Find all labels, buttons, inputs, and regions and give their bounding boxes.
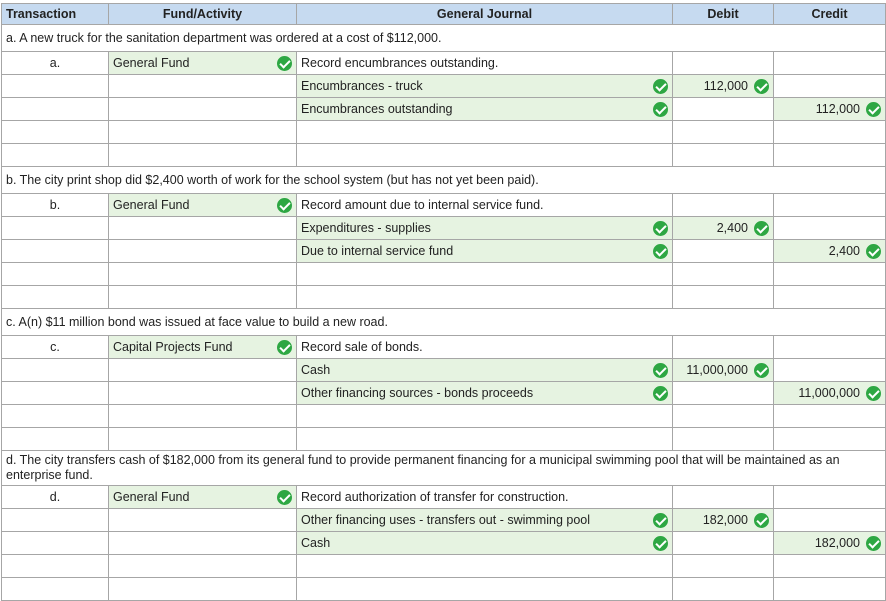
debit-amount-value: 112,000	[703, 79, 748, 93]
transaction-label: c.	[2, 336, 109, 359]
fund-cell[interactable]	[109, 336, 297, 359]
transaction-d	[2, 451, 886, 601]
transaction-description: a. A new truck for the sanitation department was ordered at a cost of $112,000.	[2, 25, 886, 52]
fund-value: General Fund	[113, 56, 190, 70]
check-icon	[277, 198, 292, 213]
blank-entry-cell[interactable]	[297, 428, 673, 451]
debit-amount-value: 2,400	[716, 221, 748, 235]
blank-entry-cell[interactable]	[297, 555, 673, 578]
debit-account-value: Expenditures - supplies	[301, 221, 431, 235]
credit-account-value: Encumbrances outstanding	[301, 102, 453, 116]
credit-amount-value: 182,000	[814, 536, 860, 550]
debit-account-cell[interactable]	[297, 509, 673, 532]
transaction-label: b.	[2, 194, 109, 217]
fund-value: Capital Projects Fund	[113, 340, 233, 354]
journal-table	[1, 3, 886, 601]
transaction-c	[2, 309, 886, 451]
credit-account-cell[interactable]	[297, 382, 673, 405]
check-icon	[866, 536, 881, 551]
debit-account-cell[interactable]	[297, 75, 673, 98]
debit-amount-cell[interactable]	[673, 75, 774, 98]
debit-amount-cell[interactable]	[673, 509, 774, 532]
header-journal: General Journal	[297, 4, 673, 25]
credit-account-value: Due to internal service fund	[301, 244, 454, 258]
credit-amount-value: 112,000	[815, 102, 860, 116]
memo-cell: Record sale of bonds.	[297, 336, 673, 359]
debit-amount-value: 182,000	[702, 513, 748, 527]
check-icon	[653, 79, 668, 94]
credit-amount-cell[interactable]	[774, 532, 886, 555]
fund-value: General Fund	[113, 198, 190, 212]
credit-account-cell[interactable]	[297, 98, 673, 121]
check-icon	[277, 56, 292, 71]
header-credit: Credit	[774, 4, 886, 25]
fund-cell[interactable]	[109, 194, 297, 217]
fund-cell[interactable]	[109, 52, 297, 75]
blank-entry-cell[interactable]	[297, 121, 673, 144]
memo-cell: Record authorization of transfer for construction.	[297, 486, 673, 509]
debit-account-value: Cash	[301, 363, 331, 377]
credit-amount-cell[interactable]	[774, 382, 886, 405]
check-icon	[866, 386, 881, 401]
check-icon	[653, 513, 668, 528]
header-fund: Fund/Activity	[109, 4, 297, 25]
check-icon	[866, 102, 881, 117]
header-row	[2, 4, 886, 25]
check-icon	[754, 79, 769, 94]
transaction-label: d.	[2, 486, 109, 509]
transaction-a	[2, 25, 886, 167]
fund-cell[interactable]	[109, 486, 297, 509]
header-transaction: Transaction	[2, 4, 109, 25]
credit-amount-value: 2,400	[828, 244, 860, 258]
transaction-label: a.	[2, 52, 109, 75]
credit-account-cell[interactable]	[297, 532, 673, 555]
check-icon	[653, 221, 668, 236]
credit-account-value: Cash	[301, 536, 331, 550]
debit-amount-value: 11,000,000	[686, 363, 748, 377]
memo-cell: Record encumbrances outstanding.	[297, 52, 673, 75]
check-icon	[754, 513, 769, 528]
credit-amount-value: 11,000,000	[798, 386, 860, 400]
credit-amount-cell[interactable]	[774, 98, 886, 121]
check-icon	[754, 221, 769, 236]
transaction-description: b. The city print shop did $2,400 worth of work for the school system (but has not yet been paid).	[2, 167, 886, 194]
blank-entry-cell[interactable]	[297, 578, 673, 601]
credit-account-cell[interactable]	[297, 240, 673, 263]
transaction-b	[2, 167, 886, 309]
blank-entry-cell[interactable]	[297, 263, 673, 286]
debit-account-value: Other financing uses - transfers out - swimming pool	[301, 513, 591, 527]
credit-account-value: Other financing sources - bonds proceeds	[301, 386, 534, 400]
debit-amount-cell[interactable]	[673, 359, 774, 382]
fund-value: General Fund	[113, 490, 190, 504]
check-icon	[866, 244, 881, 259]
debit-account-cell[interactable]	[297, 217, 673, 240]
debit-account-cell[interactable]	[297, 359, 673, 382]
check-icon	[277, 340, 292, 355]
transaction-description: c. A(n) $11 million bond was issued at face value to build a new road.	[2, 309, 886, 336]
blank-entry-cell[interactable]	[297, 286, 673, 309]
header-debit: Debit	[673, 4, 774, 25]
blank-entry-cell[interactable]	[297, 144, 673, 167]
check-icon	[653, 244, 668, 259]
credit-amount-cell[interactable]	[774, 240, 886, 263]
transaction-description: d. The city transfers cash of $182,000 from its general fund to provide permanent financing for a municipal swimming pool that will be maintained as an enterprise fund.	[2, 451, 886, 486]
check-icon	[653, 536, 668, 551]
check-icon	[754, 363, 769, 378]
memo-cell: Record amount due to internal service fund.	[297, 194, 673, 217]
check-icon	[653, 102, 668, 117]
check-icon	[277, 490, 292, 505]
debit-amount-cell[interactable]	[673, 217, 774, 240]
check-icon	[653, 363, 668, 378]
blank-entry-cell[interactable]	[297, 405, 673, 428]
check-icon	[653, 386, 668, 401]
debit-account-value: Encumbrances - truck	[301, 79, 423, 93]
